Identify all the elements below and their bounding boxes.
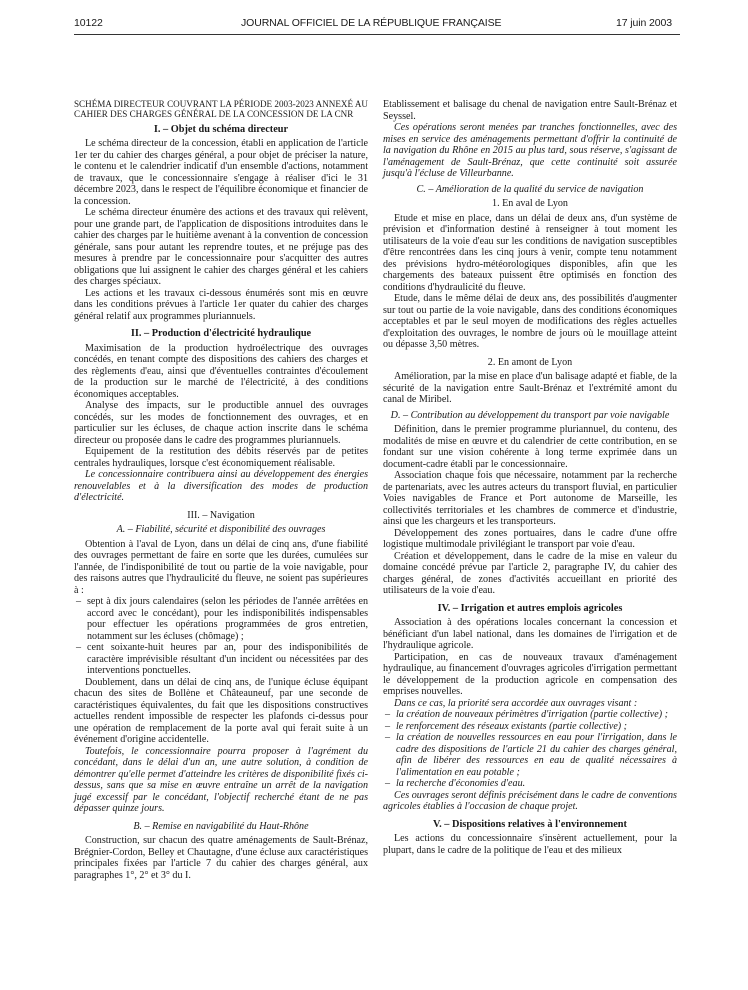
paragraph: Etablissement et balisage du chenal de navigation entre Sault-Brénaz et Seyssel.: [383, 99, 677, 122]
section-4-heading: IV. – Irrigation et autres emplois agricoles: [437, 602, 623, 614]
paragraph: Développement des zones portuaires, dans le cadre d'une offre logistique multimodale privilégiant le transport par voie d'eau.: [383, 527, 677, 550]
annex-title: SCHÉMA DIRECTEUR COUVRANT LA PÉRIODE 2003-2023 ANNEXÉ AU CAHIER DES CHARGES GÉNÉRAL DE LA CONCESSION DE LA CNR: [74, 99, 368, 120]
list-item: – cent soixante-huit heures par an, pour des indisponibilités de caractère imprévisible résultant d'un incident ou nécessitées par des interventions ponctuelles.: [74, 642, 368, 677]
page-number: 10122: [74, 17, 103, 29]
paragraph: Amélioration, par la mise en place d'un balisage adapté et fiable, de la sécurité de la navigation entre Sault-Brénaz et l'extrémité amont du canal de Miribel.: [383, 371, 677, 405]
paragraph: Définition, dans le premier programme pluriannuel, du contenu, des modalités de mise en œuvre et du calendrier de cette contribution, en se fondant sur une vision cohérente à long terme exprimée dans un document-cadre établi par le concessionnaire.: [383, 424, 677, 470]
section-3-heading: III. – Navigation: [187, 509, 255, 521]
subsection-c1-heading: 1. En aval de Lyon: [492, 198, 568, 209]
paragraph: Toutefois, le concessionnaire pourra proposer à l'agrément du concédant, dans le délai d'un an, une autre solution, à condition de démontrer qu'elle permet d'atteindre les critères de disponibilité fixés ci-dessus, sans que sa mise en œuvre entraîne un arrêt de la navigation jugé excessif par le concédant, l'objectif recherché étant de ne pas dépasser quinze jours.: [74, 745, 368, 815]
list-item: – sept à dix jours calendaires (selon les périodes de l'année arrêtées en accord avec le concédant), pour les indisponibilités indispensables pour effectuer les opérations programmées de gros entretien, notamment sur les écluses (chômage) ;: [74, 596, 368, 642]
right-column: [383, 99, 677, 856]
paragraph: Maximisation de la production hydroélectrique des ouvrages concédés, en tenant compte des dispositions des cahiers des charges et des règlements d'eau, ainsi que d'éventuelles contraintes d'écoulement de la production sur le marché de l'électricité, à des conditions économiques acceptables.: [74, 342, 368, 400]
paragraph: Equipement de la restitution des débits réservés par de petites centrales hydrauliques, lorsque c'est économiquement réalisable.: [74, 446, 368, 469]
section-2-heading: II. – Production d'électricité hydraulique: [130, 328, 312, 340]
paragraph: Etude, dans le même délai de deux ans, des possibilités d'augmenter sur tout ou partie de la voie navigable, dans des conditions économiques acceptables et par le seul moyen de modifications des règles actuelles d'exploitation des ouvrages, le nombre de jours où le mouillage atteint ou dépasse 3,50 mètres.: [383, 293, 677, 350]
paragraph: Dans ce cas, la priorité sera accordée aux ouvrages visant :: [394, 697, 638, 709]
paragraph: Participation, en cas de nouveaux travaux d'aménagement hydraulique, au financement d'ouvrages agricoles d'irrigation permettant le développement de la production agricole en compensation des emprises nouvelles.: [383, 651, 677, 697]
left-column: [74, 99, 368, 881]
section-1-heading: I. – Objet du schéma directeur: [153, 123, 289, 135]
paragraph: Ces opérations seront menées par tranches fonctionnelles, avec des mises en service des aménagements permettant d'offrir la continuité de la navigation du Rhône en 2015 au plus tard, sous réserve, s'agissant de l'aménagement de Sault-Brénaz, que cette continuité soit assurée jusqu'à l'écluse de Villeurbanne.: [383, 122, 677, 179]
paragraph: Création et développement, dans le cadre de la mise en valeur du domaine concédé prévue par l'article 2, paragraphe IV, du cahier des charges général, de zones d'activités accueillant en priorité des utilisateurs de la voie d'eau.: [383, 550, 677, 596]
subsection-c2-heading: 2. En amont de Lyon: [487, 356, 573, 368]
paragraph: Les actions et les travaux ci-dessous énumérés sont mis en œuvre dans les conditions prévues à l'article 1er quater du cahier des charges général relatif aux programmes pluriannuels.: [74, 287, 368, 322]
list-item: – la création de nouveaux périmètres d'irrigation (partie collective) ;: [383, 709, 677, 721]
header-rule: [74, 34, 680, 35]
section-5-heading: V. – Dispositions relatives à l'environnement: [433, 818, 627, 830]
subsection-d-heading: D. – Contribution au développement du transport par voie navigable: [390, 409, 670, 421]
paragraph: Le schéma directeur énumère des actions et des travaux qui relèvent, pour une grande part, de l'application de dispositions introduites dans le cahier des charges par le huitième avenant à la convention de concession générale, sans pour autant les reprendre toutes, et ne préjuge pas des mesures à prendre par le concessionnaire pour s'acquitter des autres obligations que lui assignent le cahier des charges général et les cahiers des charges spéciaux.: [74, 207, 368, 288]
paragraph: Les actions du concessionnaire s'insèrent actuellement, pour la plupart, dans le cadre de la politique de l'eau et des milieux: [383, 833, 677, 856]
priority-list: [383, 709, 677, 790]
paragraph: Association à des opérations locales concernant la concession et bénéficiant d'un label national, dans les domaines de l'irrigation et de l'hydraulique agricole.: [383, 617, 677, 651]
availability-list: [74, 596, 368, 677]
paragraph: Le concessionnaire contribuera ainsi au développement des énergies renouvelables et à la diversification des modes de production d'électricité.: [74, 469, 368, 504]
paragraph: Doublement, dans un délai de cinq ans, de l'unique écluse équipant chacun des sites de Bollène et Châteauneuf, par une seconde de caractéristiques équivalentes, du fait que les dispositions constructives actuelles rendent impossible de respecter les plafonds ci-dessus pour une opération de remplacement de la porte aval qui ferait suite à un événement d'origine accidentelle.: [74, 676, 368, 746]
paragraph: Construction, sur chacun des quatre aménagements de Sault-Brénaz, Brégnier-Cordon, Belley et Chautagne, d'une écluse aux caractéristiques principales fixées par l'article 7 du cahier des charges général, aux paragraphes 1°, 2° et 3° du I.: [74, 835, 368, 881]
paragraph: Etude et mise en place, dans un délai de deux ans, d'un système de prévision et d'information destiné à renseigner à tout moment les utilisateurs de la voie d'eau sur les conditions de navigation susceptibles d'être rencontrées dans les cinq jours à venir, compte tenu notamment des prévisions hydro-météorologiques disponibles, afin que les chargements des bateaux puissent être optimisés en fonction des conditions d'hydraulicité du fleuve.: [383, 212, 677, 293]
paragraph: Analyse des impacts, sur le productible annuel des ouvrages concédés, sur les modes de fonctionnement des ouvrages, et en particulier sur les écluses, de chaque action inscrite dans le schéma directeur ou proposée dans le cadre des programmes pluriannuels.: [74, 400, 368, 446]
subsection-a-heading: A. – Fiabilité, sécurité et disponibilité des ouvrages: [116, 524, 326, 536]
paragraph: Ces ouvrages seront définis précisément dans le cadre de conventions agricoles établies à l'occasion de chaque projet.: [383, 789, 677, 812]
paragraph: Association chaque fois que nécessaire, notamment par la recherche de partenariats, avec les autres acteurs du transport fluvial, en particulier Voies navigables de France et Port autonome de Marseille, les collectivités territoriales et les chambres de commerce et d'industrie, ainsi que les chargeurs et les transporteurs.: [383, 470, 677, 527]
paragraph: Le schéma directeur de la concession, établi en application de l'article 1er ter du cahier des charges général, a pour objet de préciser la nature, le contenu et le calendrier indicatif d'un ensemble d'actions, notamment de travaux, que le concessionnaire s'engage à réaliser d'ici le 31 décembre 2023, dans le respect de l'équilibre économique et financier de la concession.: [74, 138, 368, 207]
subsection-b-heading: B. – Remise en navigabilité du Haut-Rhône: [133, 820, 309, 832]
list-item: – le renforcement des réseaux existants (partie collective) ;: [383, 721, 677, 733]
list-item: – la création de nouvelles ressources en eau pour l'irrigation, dans le cadre des dispositions de l'article 21 du cahier des charges général, afin de libérer des ressources en eau de qualité nécessaires à l'alimentation en eau potable ;: [383, 732, 677, 778]
journal-title: JOURNAL OFFICIEL DE LA RÉPUBLIQUE FRANÇAISE: [241, 17, 502, 29]
paragraph: Obtention à l'aval de Lyon, dans un délai de cinq ans, d'une fiabilité des ouvrages permettant de faire en sorte que les durées, cumulées sur l'année, de l'indisponibilité de tout ou partie de la voie navigable, pour des raisons autres que l'hydraulicité du fleuve, ne soient pas supérieures à :: [74, 538, 368, 596]
subsection-c-heading: C. – Amélioration de la qualité du service de navigation: [416, 183, 644, 195]
issue-date: 17 juin 2003: [616, 17, 673, 29]
list-item: – la recherche d'économies d'eau.: [383, 778, 677, 790]
